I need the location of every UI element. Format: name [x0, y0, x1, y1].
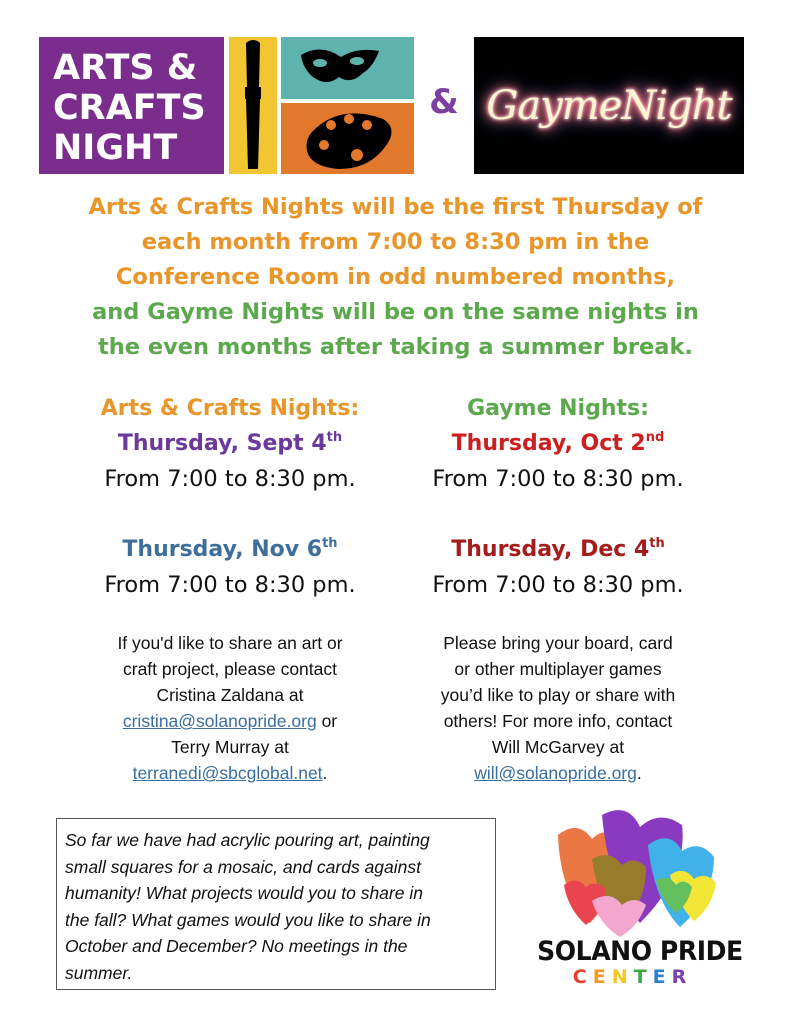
will-email-link[interactable]: will@solanopride.org — [474, 763, 637, 783]
arts-contact-blurb — [65, 630, 395, 786]
event-date-text: Thursday, Dec 4 — [451, 537, 650, 562]
center-letter: T — [633, 966, 653, 988]
intro-arts-text — [60, 190, 731, 295]
heart-shape — [592, 896, 646, 937]
blurb-line — [65, 708, 395, 734]
intro-line: and Gayme Nights will be on the same nights in — [92, 299, 699, 325]
arts-logo-line1: ARTS & — [53, 48, 198, 88]
arts-logo-line2: CRAFTS — [53, 88, 206, 128]
arts-event1-time: From 7:00 to 8:30 pm. — [104, 466, 356, 492]
terry-email-link[interactable]: terranedi@sbcglobal.net — [132, 763, 323, 783]
note-line: summer. — [65, 962, 133, 983]
center-letter: N — [611, 966, 634, 988]
arts-event2-time: From 7:00 to 8:30 pm. — [104, 572, 356, 598]
blurb-line: others! For more info, contact — [443, 711, 673, 731]
gayme-night-logo — [474, 37, 744, 174]
gayme-event2-time: From 7:00 to 8:30 pm. — [432, 572, 684, 598]
arts-event2-date — [65, 536, 395, 562]
blurb-line: Will McGarvey at — [491, 737, 625, 757]
gayme-event1-date — [393, 430, 723, 456]
or-text: or — [316, 711, 338, 731]
solano-pride-name: SOLANO PRIDE — [537, 936, 743, 967]
gayme-event1-time: From 7:00 to 8:30 pm. — [432, 466, 684, 492]
arts-event1-date — [65, 430, 395, 456]
event-date-text: Thursday, Nov 6 — [122, 537, 323, 562]
arts-and-crafts-night-logo — [39, 37, 414, 174]
blurb-line: craft project, please contact — [123, 659, 337, 679]
note-line: the fall? What games would you like to share in — [65, 909, 431, 930]
gayme-night-logo-text: GaymeNight — [486, 82, 732, 129]
gayme-nights-heading: Gayme Nights: — [467, 396, 649, 421]
arts-nights-heading: Arts & Crafts Nights: — [100, 396, 360, 421]
blurb-line: or other multiplayer games — [454, 659, 662, 679]
blurb-line — [393, 760, 723, 786]
gayme-contact-blurb — [393, 630, 723, 786]
gayme-event2-date — [393, 536, 723, 562]
blurb-line: you’d like to play or share with — [440, 685, 676, 705]
note-line: October and December? No meetings in the — [65, 936, 408, 956]
center-wordmark — [530, 966, 735, 988]
intro-line: Arts & Crafts Nights will be the first Thursday of — [88, 194, 703, 220]
blurb-line: Cristina Zaldana at — [156, 685, 304, 705]
date-suffix: th — [649, 536, 665, 551]
center-letter: R — [671, 966, 693, 988]
period-text: . — [636, 763, 642, 783]
intro-line: Conference Room in odd numbered months, — [115, 264, 676, 290]
event-date-text: Thursday, Sept 4 — [117, 431, 327, 456]
blurb-line: Terry Murray at — [171, 737, 289, 757]
logos-ampersand: & — [429, 82, 459, 122]
note-line: humanity! What projects would you to share in — [65, 883, 423, 903]
cristina-email-link[interactable]: cristina@solanopride.org — [122, 711, 317, 731]
intro-line: the even months after taking a summer break. — [98, 334, 693, 360]
intro-line: each month from 7:00 to 8:30 pm in the — [141, 229, 650, 255]
intro-gayme-text — [60, 295, 731, 365]
blurb-line: If you'd like to share an art or — [117, 633, 343, 653]
event-date-text: Thursday, Oct 2 — [451, 431, 646, 456]
date-suffix: nd — [645, 430, 665, 445]
center-letter: E — [592, 966, 612, 988]
date-suffix: th — [326, 430, 343, 445]
center-letter: C — [572, 966, 593, 988]
arts-logo-line3: NIGHT — [53, 128, 178, 168]
note-line: small squares for a mosaic, and cards against — [65, 856, 421, 877]
date-suffix: th — [322, 536, 338, 551]
note-line: So far we have had acrylic pouring art, painting — [65, 830, 430, 850]
period-text: . — [322, 763, 328, 783]
blurb-line: Please bring your board, card — [443, 633, 673, 653]
center-letter: E — [652, 966, 672, 988]
blurb-line — [65, 760, 395, 786]
past-projects-note — [56, 818, 496, 990]
